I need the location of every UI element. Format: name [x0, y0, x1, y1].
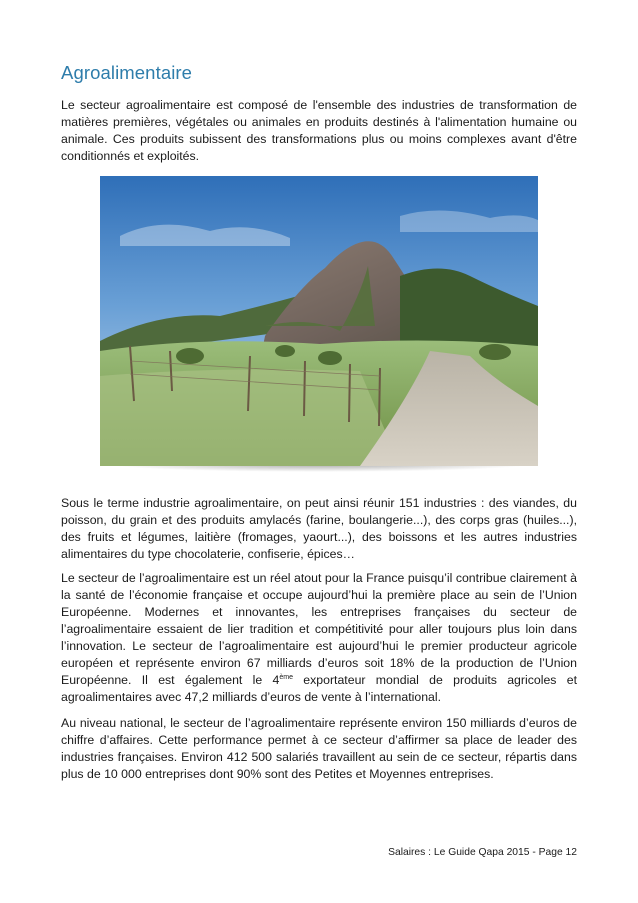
page-footer: Salaires : Le Guide Qapa 2015 - Page 12	[388, 847, 577, 858]
section-title: Agroalimentaire	[61, 62, 193, 83]
ordinal-superscript: ème	[279, 673, 293, 681]
industries-paragraph: Sous le terme industrie agroalimentaire, on peut ainsi réunir 151 industries : des viandes, du poisson, du grain et des produits amylacés (farine, boulangerie...), des corps gras (huiles...), des fruits et légumes, laitière (fromages, yaourt...), des boissons et les autres industries alimentaires du type chocolaterie, confiserie, épices…	[61, 496, 577, 561]
mountain-landscape-image	[100, 176, 538, 466]
atout-paragraph	[61, 570, 577, 706]
atout-text-before: Le secteur de l’agroalimentaire est un réel atout pour la France puisqu’il contribue clairement à la santé de l’économie française et occupe aujourd’hui la première place au sein de l’Union Européenne. Modernes et innovantes, les entreprises françaises du secteur de l’agroalimentaire essaient de lier tradition et compétitivité pour aller toujours plus loin dans l’innovation. Le secteur de l’agroalimentaire est aujourd’hui le premier producteur agricole européen et représente environ 67 milliards d’euros soit 18% de la production de l’Union Européenne. Il est également le 4	[61, 571, 577, 687]
intro-paragraph: Le secteur agroalimentaire est composé de l'ensemble des industries de transformation de matières premières, végétales ou animales en produits destinés à l'alimentation humaine ou animale. Ces produits subissent des transformations plus ou moins complexes avant d'être conditionnés et exploités.	[61, 98, 577, 163]
national-paragraph: Au niveau national, le secteur de l’agroalimentaire représente environ 150 milliards d’euros de chiffre d’affaires. Cette performance permet à ce secteur d’affirmer sa place de leader des industries françaises. Environ 412 500 salariés travaillent au sein de ce secteur, répartis dans plus de 10 000 entreprises dont 90% sont des Petites et Moyennes entreprises.	[61, 716, 577, 781]
landscape-photo	[100, 176, 538, 466]
atout-text-after: exportateur mondial de produits agricoles et agroalimentaires avec 47,2 milliards d’euros de vente à l’international.	[61, 673, 577, 704]
